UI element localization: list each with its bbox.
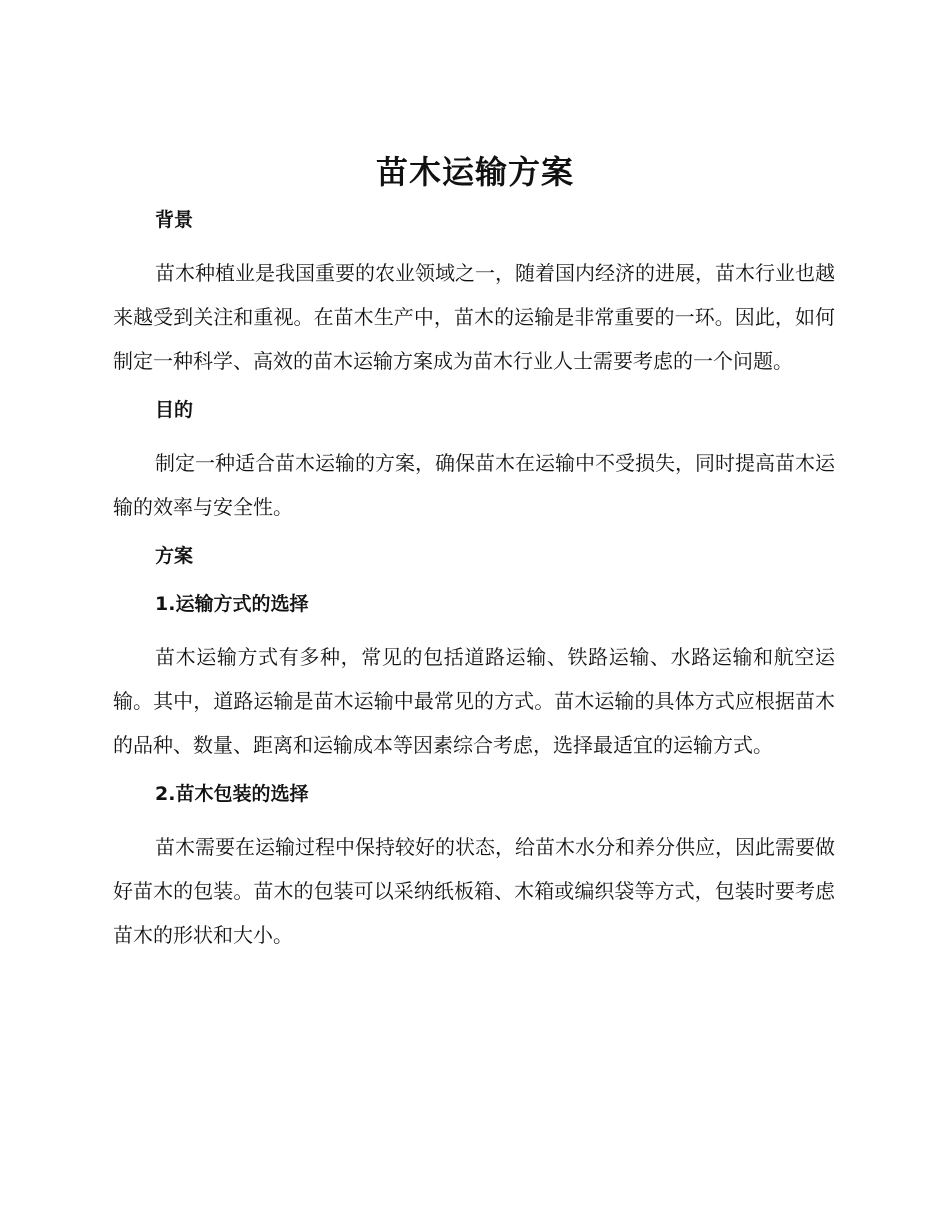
section-paragraph-packaging: 苗木需要在运输过程中保持较好的状态，给苗木水分和养分供应，因此需要做好苗木的包装。苗木的包装可以采纳纸板箱、木箱或编织袋等方式，包装时要考虑苗木的形状和大小。 xyxy=(113,835,835,947)
section-paragraph-transport-mode: 苗木运输方式有多种，常见的包括道路运输、铁路运输、水路运输和航空运输。其中，道路运输是苗木运输中最常见的方式。苗木运输的具体方式应根据苗木的品种、数量、距离和运输成本等因素综合考虑，选择最适宜的运输方式。 xyxy=(113,645,835,757)
document-body xyxy=(113,203,835,967)
section-paragraph-background: 苗木种植业是我国重要的农业领域之一，随着国内经济的进展，苗木行业也越来越受到关注和重视。在苗木生产中，苗木的运输是非常重要的一环。因此，如何制定一种科学、高效的苗木运输方案成为苗木行业人士需要考虑的一个问题。 xyxy=(113,261,835,373)
section-heading-purpose: 目的 xyxy=(155,399,194,421)
document-title: 苗木运输方案 xyxy=(375,153,574,191)
section-heading-packaging: 2.苗木包装的选择 xyxy=(155,783,309,805)
section-heading-plan: 方案 xyxy=(155,545,194,567)
section-heading-background: 背景 xyxy=(155,209,194,231)
section-heading-transport-mode: 1.运输方式的选择 xyxy=(155,593,309,615)
section-paragraph-purpose: 制定一种适合苗木运输的方案，确保苗木在运输中不受损失，同时提高苗木运输的效率与安全性。 xyxy=(113,451,835,519)
